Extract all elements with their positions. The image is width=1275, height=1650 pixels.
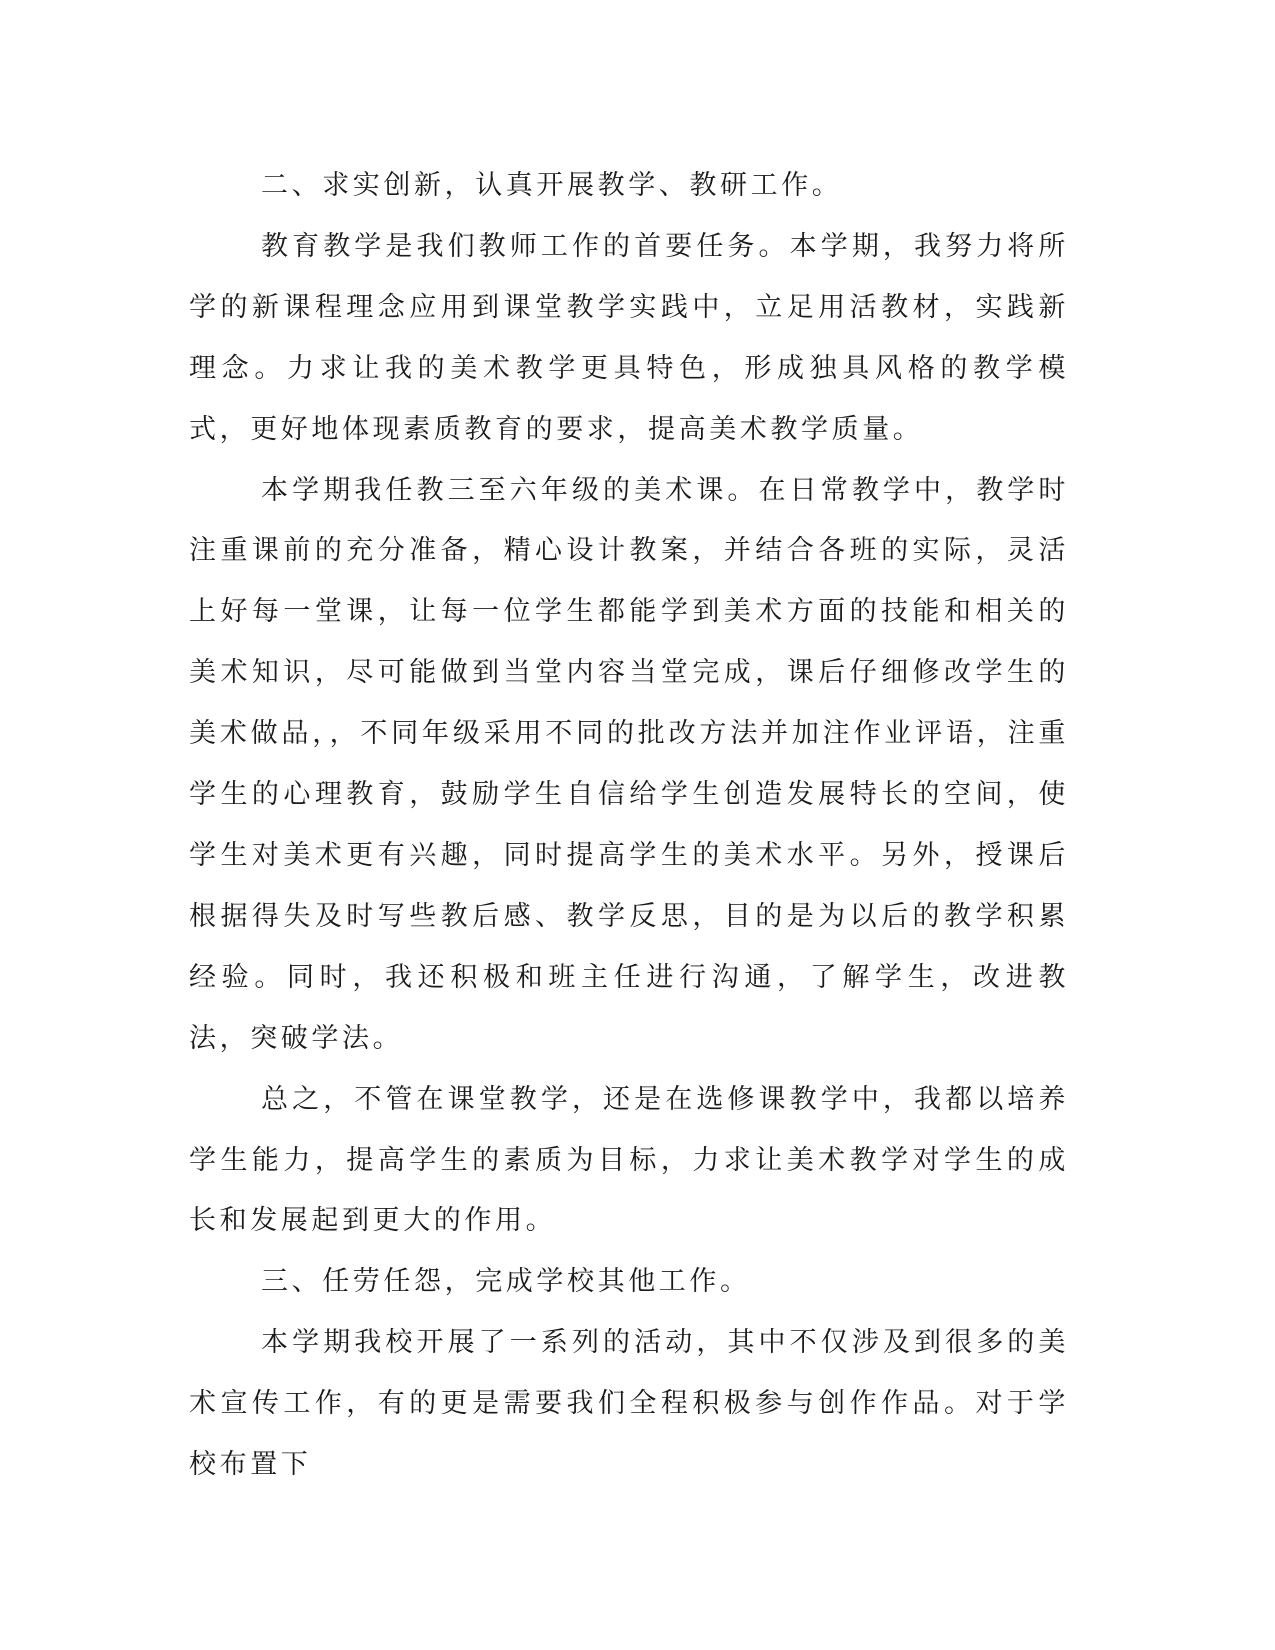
body-paragraph: 总之，不管在课堂教学，还是在选修课教学中，我都以培养学生能力，提高学生的素质为目标，力求让美术教学对学生的成长和发展起到更大的作用。 xyxy=(189,1083,1069,1237)
section-heading-3: 三、任劳任怨，完成学校其他工作。 xyxy=(261,1266,751,1298)
body-paragraph: 教育教学是我们教师工作的首要任务。本学期，我努力将所学的新课程理念应用到课堂教学实践中，立足用活教材，实践新理念。力求让我的美术教学更具特色，形成独具风格的教学模式，更好地体现素质教育的要求，提高美术教学质量。 xyxy=(189,230,1069,445)
body-paragraph: 本学期我任教三至六年级的美术课。在日常教学中，教学时注重课前的充分准备，精心设计教案，并结合各班的实际，灵活上好每一堂课，让每一位学生都能学到美术方面的技能和相关的美术知识，尽可能做到当堂内容当堂完成，课后仔细修改学生的美术做品，，不同年级采用不同的批改方法并加注作业评语，注重学生的心理教育，鼓励学生自信给学生创造发展特长的空间，使学生对美术更有兴趣，同时提高学生的美术水平。另外，授课后根据得失及时写些教后感、教学反思，目的是为以后的教学积累经验。同时，我还积极和班主任进行沟通，了解学生，改进教法，突破学法。 xyxy=(189,474,1069,1054)
section-heading-2: 二、求实创新，认真开展教学、教研工作。 xyxy=(261,170,843,201)
document-body xyxy=(189,156,1069,1496)
body-paragraph: 本学期我校开展了一系列的活动，其中不仅涉及到很多的美术宣传工作，有的更是需要我们全程积极参与创作作品。对于学校布置下 xyxy=(189,1327,1069,1481)
